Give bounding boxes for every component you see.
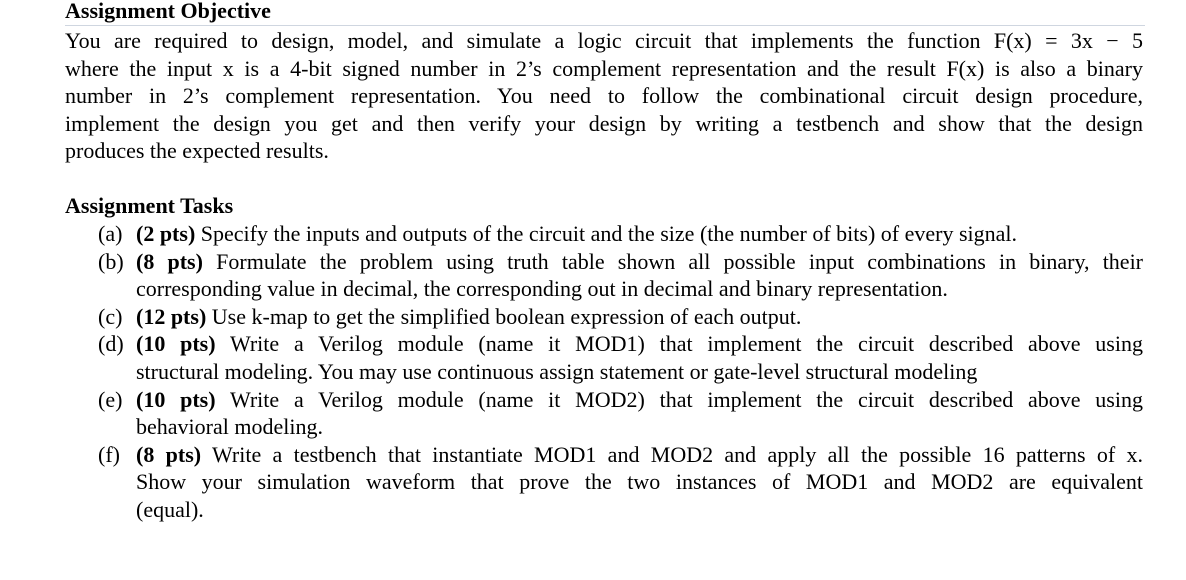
task-text: Write a Verilog module (name it MOD2) that implement the circuit described above using — [229, 386, 1143, 412]
task-points: (10 pts) — [136, 386, 216, 412]
task-line — [136, 248, 1143, 276]
task-text: Write a Verilog module (name it MOD1) that implement the circuit described above using — [229, 331, 1143, 357]
task-line: corresponding value in decimal, the corresponding out in decimal and binary representation. — [136, 276, 948, 302]
task-text: Specify the inputs and outputs of the circuit and the size (the number of bits) of every signal. — [200, 221, 1018, 246]
task-letter: (e) — [98, 386, 123, 412]
objective-line: produces the expected results. — [65, 138, 329, 164]
task-text: Use k-map to get the simplified boolean expression of each output. — [211, 303, 802, 329]
task-line: behavioral modeling. — [136, 414, 323, 440]
task-line — [136, 220, 1143, 248]
task-item-b — [98, 248, 1143, 303]
task-points: (8 pts) — [136, 248, 203, 274]
task-points: (10 pts) — [136, 331, 216, 357]
task-item-c — [98, 303, 1143, 331]
task-line — [136, 330, 1143, 358]
objective-line: You are required to design, model, and simulate a logic circuit that implements the function F(x) = 3x − 5 — [65, 28, 1143, 53]
task-line — [136, 386, 1143, 414]
task-text: Formulate the problem using truth table shown all possible input combinations in binary, their — [216, 248, 1143, 274]
task-item-a — [98, 220, 1143, 248]
task-item-e — [98, 386, 1143, 441]
task-line — [136, 303, 1143, 331]
task-letter: (a) — [98, 221, 123, 246]
task-letter: (b) — [98, 248, 124, 274]
task-line: structural modeling. You may use continuous assign statement or gate-level structural modeling — [136, 358, 978, 384]
task-points: (12 pts) — [136, 303, 207, 329]
tasks-heading: Assignment Tasks — [65, 193, 234, 218]
heading-underline — [65, 25, 1145, 26]
task-line — [136, 441, 1143, 469]
objective-line: implement the design you get and then verify your design by writing a testbench and show that the design — [65, 110, 1143, 136]
objective-paragraph — [65, 27, 1143, 165]
objective-line: number in 2’s complement representation. You need to follow the combinational circuit design procedure, — [65, 83, 1143, 109]
task-letter: (c) — [98, 303, 123, 329]
task-item-d — [98, 330, 1143, 385]
task-letter: (d) — [98, 331, 124, 357]
task-line: (equal). — [136, 496, 204, 522]
objective-heading: Assignment Objective — [65, 0, 271, 23]
objective-line: where the input x is a 4-bit signed number in 2’s complement representation and the result F(x) is also a binary — [65, 55, 1143, 81]
task-points: (8 pts) — [136, 441, 202, 467]
task-letter: (f) — [98, 441, 120, 467]
task-item-f — [98, 441, 1143, 524]
task-line: Show your simulation waveform that prove the two instances of MOD1 and MOD2 are equivalent — [136, 469, 1143, 495]
task-text: Write a testbench that instantiate MOD1 and MOD2 and apply all the possible 16 patterns of x. — [212, 441, 1143, 467]
tasks-list — [98, 220, 1143, 524]
task-points: (2 pts) — [136, 221, 196, 246]
